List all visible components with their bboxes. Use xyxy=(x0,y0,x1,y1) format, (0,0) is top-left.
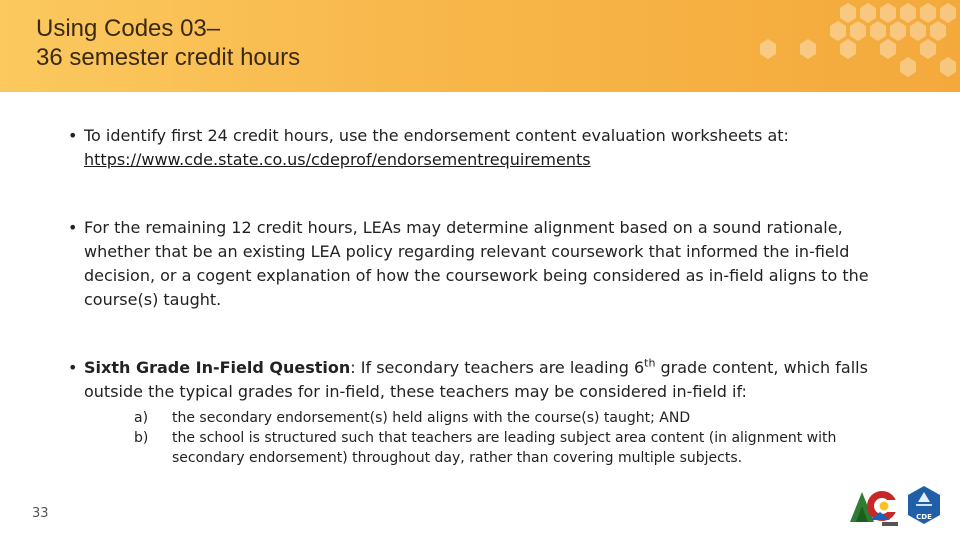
footer-logos xyxy=(846,482,946,532)
list-marker: b) xyxy=(134,430,149,446)
title-line-2: 36 semester credit hours xyxy=(36,44,301,71)
list-marker: a) xyxy=(134,410,149,426)
bullet-3-bold-heading: Sixth Grade In-Field Question xyxy=(84,358,351,377)
cde-logo-text: CDE xyxy=(916,513,932,521)
condition-list xyxy=(134,408,892,468)
bullet-2-text: For the remaining 12 credit hours, LEAs may determine alignment based on a sound rationale, whether that be an existing LEA policy regarding relevant coursework that informed the in-field decision, or a cogent explanation of how the coursework being considered as in-field aligns to the course(s) taught. xyxy=(84,218,869,309)
bullet-3-text-2: grade content, which falls outside the typical grades for in-field, these teachers may be considered in-field if: xyxy=(84,358,868,401)
title-line-1: Using Codes 03– xyxy=(36,15,221,42)
list-item-text: the school is structured such that teachers are leading subject area content (in alignment with secondary endorsement) throughout day, rather than covering multiple subjects. xyxy=(172,430,837,466)
cde-logo-icon xyxy=(908,486,940,524)
slide-header xyxy=(0,0,960,92)
hexagon-pattern-icon xyxy=(640,0,960,92)
list-item-text: the secondary endorsement(s) held aligns with the course(s) taught; AND xyxy=(172,410,691,426)
bullet-1-text: To identify first 24 credit hours, use the endorsement content evaluation worksheets at: xyxy=(84,126,789,145)
bullet-3-text-1: : If secondary teachers are leading 6 xyxy=(350,358,645,377)
list-item xyxy=(134,408,892,428)
bullet-remaining-12-hours xyxy=(62,216,892,312)
bullet-list xyxy=(62,124,892,468)
page-number: 33 xyxy=(32,506,49,521)
list-item xyxy=(134,428,892,468)
colorado-mountain-logo-icon xyxy=(850,491,898,526)
endorsement-requirements-link[interactable]: https://www.cde.state.co.us/cdeprof/endorsementrequirements xyxy=(84,150,591,169)
page-title xyxy=(36,14,300,72)
bullet-sixth-grade-question xyxy=(62,356,892,468)
bullet-3-superscript: th xyxy=(644,356,656,370)
bullet-first-24-hours xyxy=(62,124,892,172)
